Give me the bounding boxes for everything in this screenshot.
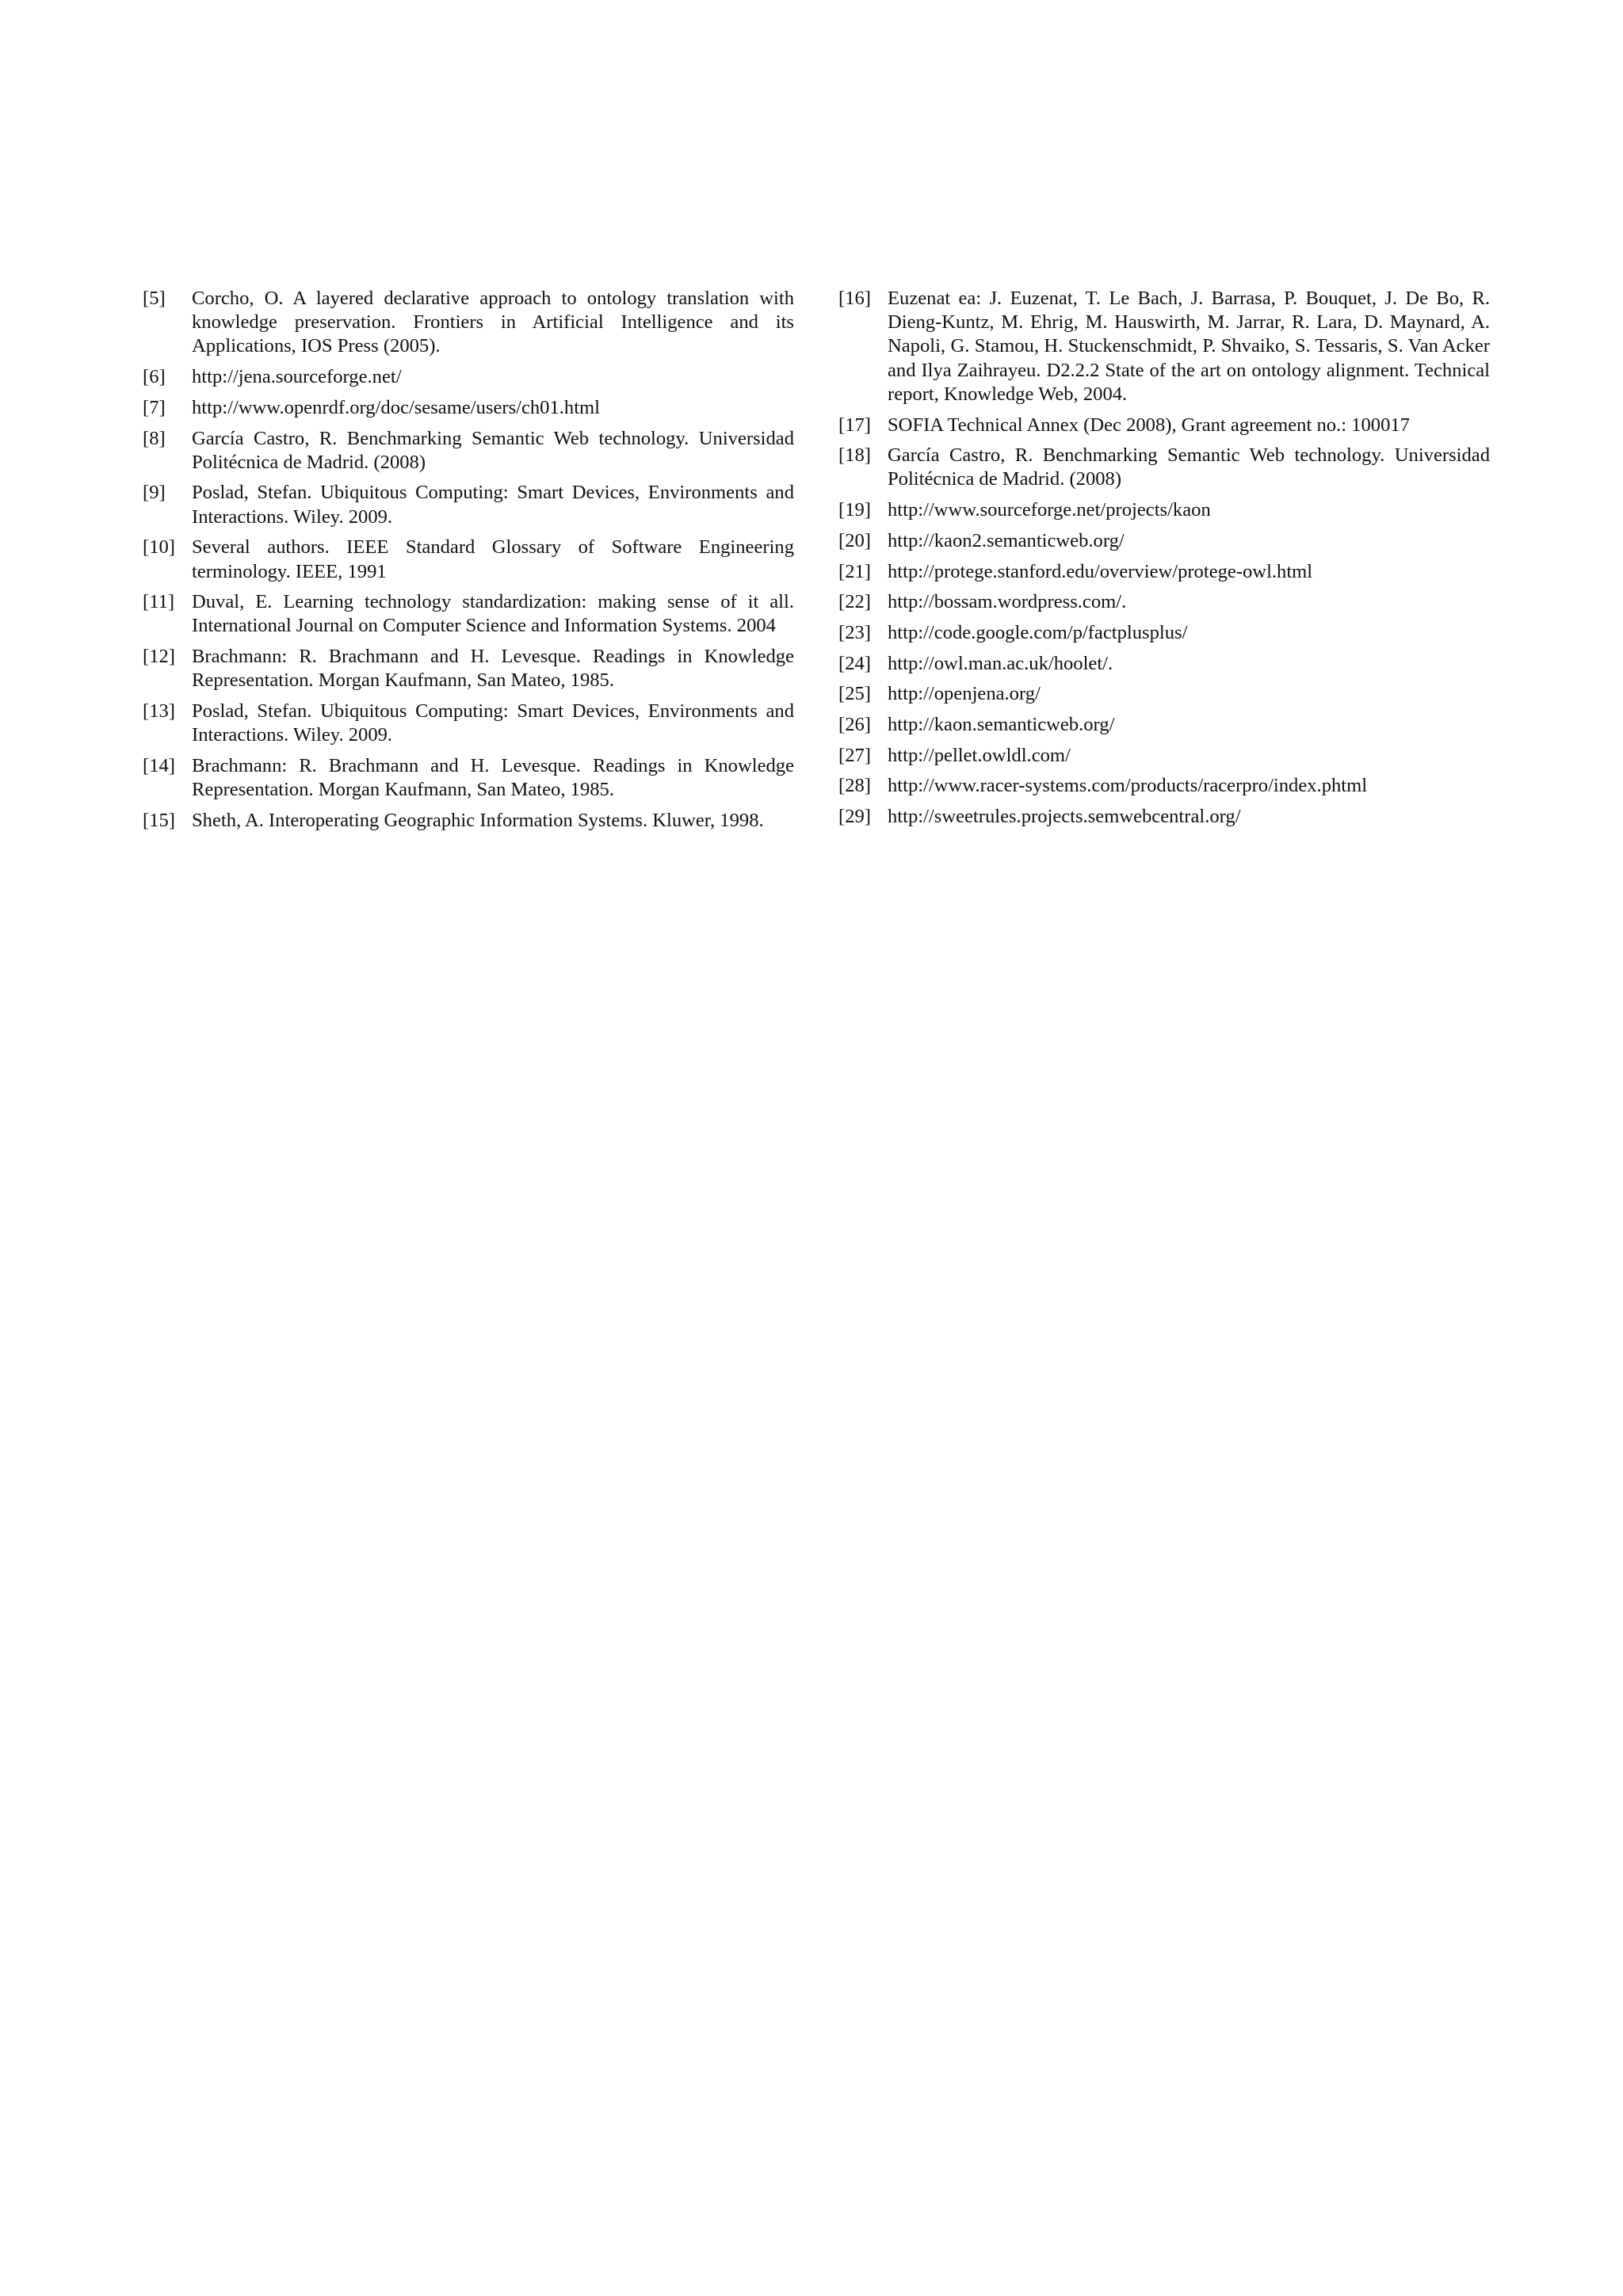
reference-item [838,444,1490,491]
reference-number: [16] [838,288,871,309]
reference-text: SOFIA Technical Annex (Dec 2008), Grant agreement no.: 100017 [888,414,1410,436]
reference-item [838,287,1490,406]
reference-item [838,805,1490,829]
reference-number: [9] [143,482,166,504]
reference-number: [22] [838,591,871,613]
reference-number: [20] [838,529,871,551]
reference-number: [26] [838,714,871,736]
reference-url: http://www.openrdf.org/doc/sesame/users/ch01.html [192,396,601,418]
reference-text: Brachmann: R. Brachmann and H. Levesque. Readings in Knowledge Representation. Morgan Kaufmann, San Mateo, 1985. [192,646,794,692]
reference-item [143,287,794,359]
references-right-column [838,287,1490,836]
reference-number: [25] [838,683,871,705]
reference-text: García Castro, R. Benchmarking Semantic Web technology. Universidad Politécnica de Madrid. (2008) [192,427,794,473]
reference-item [838,590,1490,614]
reference-url: http://kaon.semanticweb.org/ [888,714,1115,736]
reference-number: [7] [143,396,166,418]
reference-number: [11] [143,591,175,613]
reference-number: [12] [143,646,175,668]
reference-list-left [143,287,794,833]
reference-url: http://kaon2.semanticweb.org/ [888,529,1125,551]
reference-item [838,774,1490,798]
reference-number: [8] [143,427,166,449]
reference-url: http://sweetrules.projects.semwebcentral.org/ [888,806,1241,828]
reference-item [143,536,794,583]
reference-item [143,365,794,389]
reference-number: [6] [143,366,166,388]
reference-item [838,682,1490,706]
reference-number: [14] [143,754,175,776]
reference-item [143,809,794,833]
reference-url: http://bossam.wordpress.com/. [888,591,1127,613]
reference-text: Brachmann: R. Brachmann and H. Levesque. Readings in Knowledge Representation. Morgan Kaufmann, San Mateo, 1985. [192,754,794,801]
reference-list-right [838,287,1490,829]
reference-number: [21] [838,560,871,582]
reference-item [143,590,794,638]
reference-number: [23] [838,621,871,643]
reference-item [143,396,794,420]
reference-item [838,621,1490,645]
reference-text: Several authors. IEEE Standard Glossary of Software Engineering terminology. IEEE, 1991 [192,536,794,582]
reference-number: [27] [838,744,871,766]
reference-item [838,414,1490,437]
reference-text: Duval, E. Learning technology standardization: making sense of it all. International Journal on Computer Science and Information Systems. 2004 [192,591,794,637]
reference-item [143,427,794,475]
reference-text: Sheth, A. Interoperating Geographic Information Systems. Kluwer, 1998. [192,809,764,831]
reference-url: http://code.google.com/p/factplusplus/ [888,621,1188,643]
reference-url: http://pellet.owldl.com/ [888,744,1071,766]
reference-text: García Castro, R. Benchmarking Semantic Web technology. Universidad Politécnica de Madrid. (2008) [888,444,1490,490]
reference-text: Poslad, Stefan. Ubiquitous Computing: Smart Devices, Environments and Interactions. Wiley. 2009. [192,482,794,528]
reference-text: Poslad, Stefan. Ubiquitous Computing: Smart Devices, Environments and Interactions. Wiley. 2009. [192,700,794,746]
reference-url: http://protege.stanford.edu/overview/protege-owl.html [888,560,1313,582]
reference-number: [5] [143,288,166,309]
reference-number: [17] [838,414,871,436]
reference-item [143,645,794,692]
reference-item [838,713,1490,737]
references-left-column [143,287,794,840]
reference-url: http://owl.man.ac.uk/hoolet/. [888,652,1113,674]
reference-url: http://www.sourceforge.net/projects/kaon [888,499,1211,521]
reference-text: Corcho, O. A layered declarative approach to ontology translation with knowledge preservation. Frontiers in Artificial Intelligence and its Applications, IOS Press (2005). [192,288,794,357]
reference-text: Euzenat ea: J. Euzenat, T. Le Bach, J. Barrasa, P. Bouquet, J. De Bo, R. Dieng-Kuntz, M. Ehrig, M. Hauswirth, M. Jarrar, R. Lara, D. Maynard, A. Napoli, G. Stamou, H. Stuckenschmidt, P. Shvaiko, S. Tessaris, S. Van Acker and Ilya Zaihrayeu. D2.2.2 State of the art on ontology alignment. Technical report, Knowledge Web, 2004. [888,288,1490,405]
reference-url: http://jena.sourceforge.net/ [192,366,402,388]
reference-url: http://www.racer-systems.com/products/racerpro/index.phtml [888,775,1368,797]
reference-url: http://openjena.org/ [888,683,1041,705]
reference-item [838,529,1490,553]
reference-item [143,754,794,802]
reference-item [143,700,794,747]
reference-number: [28] [838,775,871,797]
reference-number: [10] [143,536,175,559]
reference-number: [18] [838,444,871,467]
reference-item [838,498,1490,522]
reference-number: [29] [838,806,871,828]
reference-item [143,481,794,528]
reference-item [838,652,1490,676]
reference-number: [15] [143,809,175,831]
reference-number: [24] [838,652,871,674]
reference-item [838,560,1490,584]
reference-number: [13] [143,700,175,723]
reference-number: [19] [838,499,871,521]
reference-item [838,744,1490,768]
